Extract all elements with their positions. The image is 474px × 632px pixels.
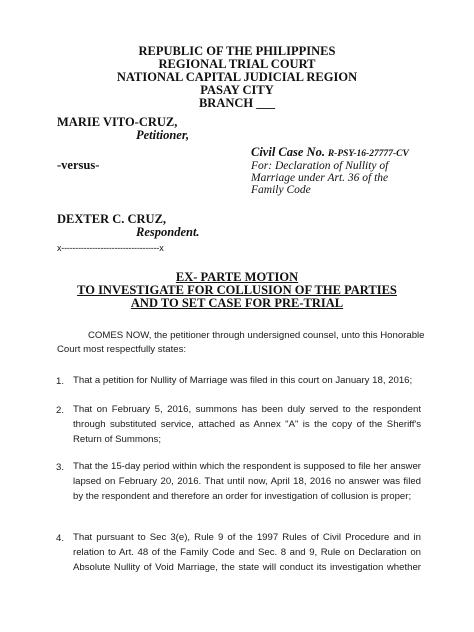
list-item	[73, 373, 421, 388]
case-number: R-PSY-16-27777-CV	[327, 149, 409, 159]
case-for-line3: Family Code	[251, 184, 311, 196]
header-region: NATIONAL CAPITAL JUDICIAL REGION	[116, 70, 358, 84]
list-item	[73, 530, 421, 575]
item-line: That pursuant to Sec 3(e), Rule 9 of the 1997 Rules of Civil Procedure and in	[73, 532, 421, 543]
item-line: That the 15-day period within which the respondent is supposed to file her answer	[73, 461, 421, 472]
petitioner-name: MARIE VITO-CRUZ,	[57, 115, 178, 129]
header-court: REGIONAL TRIAL COURT	[158, 57, 316, 71]
motion-title-line2: TO INVESTIGATE FOR COLLUSION OF THE PARTIES	[77, 283, 397, 297]
respondent-name: DEXTER C. CRUZ,	[57, 212, 167, 226]
item-line: lapsed on February 20, 2016. That until now, April 18, 2016 no answer was filed	[73, 476, 421, 487]
item-line: Return of Summons;	[73, 434, 161, 445]
header-country: REPUBLIC OF THE PHILIPPINES	[138, 44, 336, 58]
item-line: That on February 5, 2016, summons has been duly served to the respondent	[73, 404, 421, 415]
item-number: 4.	[56, 533, 65, 544]
motion-title-line3: AND TO SET CASE FOR PRE-TRIAL	[130, 296, 344, 310]
item-line: That a petition for Nullity of Marriage was filed in this court on January 18, 2016;	[73, 375, 413, 386]
item-line: Absolute Nullity of Void Marriage, the state will conduct its investigation whether	[73, 562, 421, 573]
petitioner-role: Petitioner,	[136, 128, 190, 142]
case-number-line	[251, 146, 409, 160]
intro-line1: COMES NOW, the petitioner through undersigned counsel, unto this Honorable	[88, 330, 425, 341]
list-item	[73, 459, 421, 504]
item-number: 3.	[56, 462, 65, 473]
case-for-line2: Marriage under Art. 36 of the	[251, 172, 389, 184]
case-for-line1: For: Declaration of Nullity of	[251, 160, 389, 172]
case-label: Civil Case No.	[251, 145, 325, 159]
item-line: by the respondent and therefore an order for investigation of collusion is proper;	[73, 491, 412, 502]
header-city: PASAY CITY	[200, 83, 274, 97]
caption-separator: x-----------------------------------x	[57, 243, 164, 253]
item-line: relation to Art. 48 of the Family Code and Sec. 8 and 9, Rule on Declaration on	[73, 547, 421, 558]
motion-title-line1: EX- PARTE MOTION	[175, 270, 299, 284]
list-item	[73, 402, 421, 447]
versus-label: -versus-	[57, 158, 100, 172]
header-branch: BRANCH ___	[198, 96, 276, 110]
item-line: through substituted service, attached as Annex "A" is the copy of the Sheriff's	[73, 419, 421, 430]
item-number: 1.	[56, 376, 65, 387]
item-number: 2.	[56, 405, 65, 416]
intro-line2: Court most respectfully states:	[57, 344, 187, 355]
respondent-role: Respondent.	[136, 225, 200, 239]
